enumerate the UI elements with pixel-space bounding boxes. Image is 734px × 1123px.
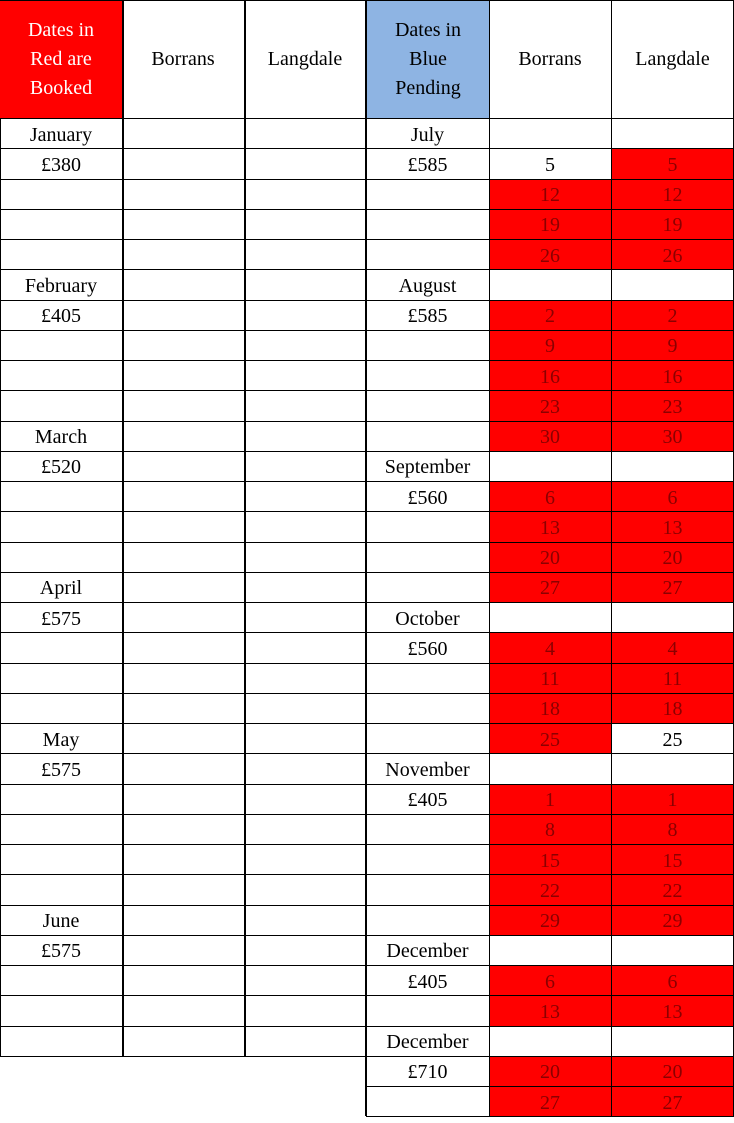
left-langdale-cell — [244, 844, 366, 874]
borrans-date-cell: 27 — [489, 572, 611, 602]
right-month-cell — [366, 572, 489, 602]
grid-line — [0, 481, 366, 482]
left-month-cell — [0, 330, 122, 360]
grid-line — [0, 118, 366, 119]
grid-line — [365, 0, 367, 1116]
grid-line — [366, 330, 734, 331]
langdale-date-cell: 23 — [611, 390, 734, 420]
left-borrans-cell — [122, 723, 244, 753]
right-month-cell — [366, 1086, 489, 1116]
grid-line — [366, 1056, 734, 1057]
left-langdale-cell — [244, 572, 366, 602]
langdale-date-cell: 5 — [611, 148, 734, 178]
borrans-date-cell: 25 — [489, 723, 611, 753]
langdale-date-cell: 20 — [611, 1056, 734, 1086]
left-langdale-cell — [244, 330, 366, 360]
langdale-date-cell: 6 — [611, 481, 734, 511]
langdale-date-cell: 15 — [611, 844, 734, 874]
right-month-cell: £405 — [407, 789, 448, 812]
left-borrans-cell — [122, 965, 244, 995]
left-month-cell — [0, 360, 122, 390]
langdale-date-cell: 27 — [611, 572, 734, 602]
left-month-cell — [0, 632, 122, 662]
grid-line — [0, 814, 366, 815]
left-langdale-cell — [244, 905, 366, 935]
langdale-date-cell: 2 — [611, 300, 734, 330]
right-month-cell: £560 — [407, 637, 448, 660]
grid-line — [366, 360, 734, 361]
langdale-date-cell — [611, 602, 734, 632]
grid-line — [0, 784, 366, 785]
borrans-date-cell — [489, 118, 611, 148]
grid-line — [0, 965, 366, 966]
legend-booked-line-3: Booked — [29, 76, 93, 99]
left-langdale-cell — [244, 965, 366, 995]
langdale-date-cell: 6 — [611, 965, 734, 995]
left-month-cell: June — [42, 910, 80, 933]
langdale-date-cell — [611, 1026, 734, 1056]
right-month-cell: £585 — [407, 305, 448, 328]
right-month-cell — [366, 723, 489, 753]
left-month-cell — [0, 542, 122, 572]
right-month-cell — [366, 330, 489, 360]
right-month-cell: September — [384, 456, 471, 479]
borrans-date-cell: 20 — [489, 542, 611, 572]
right-month-cell — [366, 421, 489, 451]
grid-line — [366, 209, 734, 210]
right-month-cell — [366, 905, 489, 935]
borrans-date-cell: 11 — [489, 663, 611, 693]
grid-line — [366, 874, 734, 875]
grid-line — [0, 905, 366, 906]
grid-line — [0, 542, 366, 543]
left-langdale-cell — [244, 451, 366, 481]
grid-line — [0, 300, 366, 301]
langdale-date-cell: 8 — [611, 814, 734, 844]
grid-line — [366, 693, 734, 694]
left-month-cell: £520 — [41, 456, 81, 479]
right-month-cell — [366, 390, 489, 420]
left-borrans-cell — [122, 148, 244, 178]
borrans-date-cell: 30 — [489, 421, 611, 451]
left-borrans-cell — [122, 905, 244, 935]
grid-line — [0, 632, 366, 633]
left-langdale-cell — [244, 693, 366, 723]
left-langdale-cell — [244, 300, 366, 330]
langdale-date-cell — [611, 753, 734, 783]
grid-line — [0, 451, 366, 452]
left-month-cell — [0, 844, 122, 874]
grid-line — [0, 0, 366, 1]
right-month-cell — [366, 360, 489, 390]
grid-line — [366, 1026, 734, 1027]
right-month-cell — [366, 179, 489, 209]
borrans-date-cell: 13 — [489, 995, 611, 1025]
right-month-cell — [366, 844, 489, 874]
borrans-date-cell: 13 — [489, 511, 611, 541]
grid-line — [366, 0, 734, 1]
left-langdale-cell — [244, 239, 366, 269]
langdale-date-cell: 22 — [611, 874, 734, 904]
left-month-cell: April — [39, 577, 83, 600]
left-borrans-cell — [122, 602, 244, 632]
langdale-date-cell: 20 — [611, 542, 734, 572]
langdale-date-cell — [611, 935, 734, 965]
left-borrans-cell — [122, 451, 244, 481]
grid-line — [366, 905, 734, 906]
left-month-cell — [0, 239, 122, 269]
legend-pending-line-1: Dates in — [394, 18, 462, 41]
right-month-cell — [366, 995, 489, 1025]
left-month-cell — [0, 511, 122, 541]
left-borrans-cell — [122, 360, 244, 390]
borrans-date-cell: 15 — [489, 844, 611, 874]
grid-line — [244, 0, 246, 1056]
langdale-date-cell: 13 — [611, 995, 734, 1025]
left-borrans-cell — [122, 239, 244, 269]
right-month-cell: December — [386, 1031, 469, 1054]
borrans-date-cell: 5 — [545, 153, 555, 176]
grid-line — [366, 481, 734, 482]
left-borrans-cell — [122, 1026, 244, 1056]
borrans-date-cell: 18 — [489, 693, 611, 723]
left-month-cell: £575 — [41, 607, 81, 630]
left-month-cell: £575 — [41, 758, 81, 781]
left-borrans-cell — [122, 572, 244, 602]
borrans-date-cell: 20 — [489, 1056, 611, 1086]
legend-booked-line-2: Red are — [30, 47, 92, 70]
left-langdale-cell — [244, 1026, 366, 1056]
left-month-cell — [0, 481, 122, 511]
grid-line — [0, 118, 1, 1056]
left-langdale-cell — [244, 269, 366, 299]
right-month-cell — [366, 209, 489, 239]
left-month-cell: £405 — [41, 305, 81, 328]
langdale-date-cell: 1 — [611, 784, 734, 814]
left-borrans-cell — [122, 753, 244, 783]
borrans-date-cell — [489, 1026, 611, 1056]
left-borrans-cell — [122, 663, 244, 693]
legend-pending-line-3: Pending — [395, 76, 461, 99]
borrans-date-cell: 4 — [489, 632, 611, 662]
right-month-cell — [366, 239, 489, 269]
right-month-cell — [366, 542, 489, 572]
grid-line — [0, 148, 366, 149]
grid-line — [366, 844, 734, 845]
langdale-date-cell: 12 — [611, 179, 734, 209]
grid-line — [366, 814, 734, 815]
left-langdale-cell — [244, 602, 366, 632]
left-month-cell — [0, 995, 122, 1025]
grid-line — [366, 663, 734, 664]
langdale-date-cell: 13 — [611, 511, 734, 541]
grid-line — [366, 965, 734, 966]
grid-line — [366, 572, 734, 573]
grid-line — [366, 390, 734, 391]
left-langdale-cell — [244, 935, 366, 965]
right-month-cell: £560 — [407, 486, 448, 509]
langdale-date-cell: 16 — [611, 360, 734, 390]
borrans-date-cell: 26 — [489, 239, 611, 269]
langdale-date-cell: 30 — [611, 421, 734, 451]
borrans-date-cell: 8 — [489, 814, 611, 844]
grid-line — [366, 632, 734, 633]
left-langdale-cell — [244, 663, 366, 693]
left-month-cell: £380 — [41, 153, 81, 176]
grid-line — [366, 995, 734, 996]
header-langdale-right: Langdale — [635, 47, 710, 70]
grid-line — [366, 542, 734, 543]
left-borrans-cell — [122, 935, 244, 965]
grid-line — [366, 179, 734, 180]
borrans-date-cell — [489, 935, 611, 965]
right-month-cell — [366, 874, 489, 904]
grid-line — [0, 511, 366, 512]
grid-line — [366, 753, 734, 754]
right-month-cell — [366, 663, 489, 693]
langdale-date-cell: 26 — [611, 239, 734, 269]
right-month-cell: £585 — [407, 153, 448, 176]
left-borrans-cell — [122, 421, 244, 451]
grid-line — [0, 1056, 366, 1057]
grid-line — [366, 784, 734, 785]
borrans-date-cell: 22 — [489, 874, 611, 904]
legend-pending-blue — [367, 0, 489, 118]
left-langdale-cell — [244, 118, 366, 148]
left-month-cell — [0, 1026, 122, 1056]
grid-line — [0, 572, 366, 573]
left-langdale-cell — [244, 784, 366, 814]
grid-line — [0, 421, 366, 422]
grid-line — [366, 239, 734, 240]
left-borrans-cell — [122, 511, 244, 541]
borrans-date-cell — [489, 602, 611, 632]
langdale-date-cell: 9 — [611, 330, 734, 360]
langdale-date-cell: 27 — [611, 1086, 734, 1116]
borrans-date-cell: 6 — [489, 965, 611, 995]
grid-line — [366, 451, 734, 452]
grid-line — [366, 723, 734, 724]
borrans-date-cell: 9 — [489, 330, 611, 360]
langdale-date-cell: 11 — [611, 663, 734, 693]
langdale-date-cell: 25 — [662, 728, 683, 751]
right-month-cell — [366, 814, 489, 844]
left-borrans-cell — [122, 632, 244, 662]
left-borrans-cell — [122, 390, 244, 420]
grid-line — [0, 330, 366, 331]
left-langdale-cell — [244, 874, 366, 904]
grid-line — [122, 0, 124, 1056]
right-month-cell: £405 — [407, 970, 448, 993]
grid-line — [0, 935, 366, 936]
left-langdale-cell — [244, 723, 366, 753]
left-langdale-cell — [244, 995, 366, 1025]
right-month-cell: August — [398, 274, 457, 297]
left-month-cell: February — [24, 274, 98, 297]
borrans-date-cell: 12 — [489, 179, 611, 209]
grid-line — [366, 511, 734, 512]
borrans-date-cell — [489, 269, 611, 299]
left-borrans-cell — [122, 269, 244, 299]
left-borrans-cell — [122, 118, 244, 148]
left-langdale-cell — [244, 632, 366, 662]
borrans-date-cell: 19 — [489, 209, 611, 239]
langdale-date-cell: 19 — [611, 209, 734, 239]
borrans-date-cell: 6 — [489, 481, 611, 511]
left-langdale-cell — [244, 511, 366, 541]
legend-pending-line-2: Blue — [409, 47, 447, 70]
left-langdale-cell — [244, 148, 366, 178]
right-month-cell: December — [386, 940, 469, 963]
left-borrans-cell — [122, 300, 244, 330]
right-month-cell — [366, 693, 489, 723]
grid-line — [366, 602, 734, 603]
right-month-cell: July — [410, 123, 445, 146]
grid-line — [0, 602, 366, 603]
left-borrans-cell — [122, 874, 244, 904]
left-borrans-cell — [122, 330, 244, 360]
grid-line — [366, 421, 734, 422]
grid-line — [0, 723, 366, 724]
grid-line — [611, 0, 612, 1116]
left-borrans-cell — [122, 995, 244, 1025]
grid-line — [0, 390, 366, 391]
left-borrans-cell — [122, 179, 244, 209]
borrans-date-cell: 27 — [489, 1086, 611, 1116]
left-month-cell: March — [34, 426, 88, 449]
borrans-date-cell — [489, 753, 611, 783]
left-month-cell — [0, 693, 122, 723]
grid-line — [366, 118, 734, 119]
left-langdale-cell — [244, 179, 366, 209]
right-month-cell — [366, 511, 489, 541]
left-langdale-cell — [244, 421, 366, 451]
left-borrans-cell — [122, 209, 244, 239]
grid-line — [0, 844, 366, 845]
left-month-cell — [0, 179, 122, 209]
langdale-date-cell — [611, 269, 734, 299]
header-langdale-left: Langdale — [267, 47, 343, 70]
grid-line — [0, 209, 366, 210]
grid-line — [0, 360, 366, 361]
left-borrans-cell — [122, 844, 244, 874]
left-borrans-cell — [122, 542, 244, 572]
right-month-cell: October — [395, 607, 460, 630]
right-month-cell: £710 — [407, 1061, 448, 1084]
langdale-date-cell — [611, 118, 734, 148]
grid-line — [0, 239, 366, 240]
left-month-cell — [0, 814, 122, 844]
right-month-cell: November — [385, 758, 470, 781]
langdale-date-cell: 29 — [611, 905, 734, 935]
left-langdale-cell — [244, 209, 366, 239]
left-langdale-cell — [244, 814, 366, 844]
borrans-date-cell: 2 — [489, 300, 611, 330]
grid-line — [0, 874, 366, 875]
grid-line — [366, 148, 734, 149]
borrans-date-cell: 29 — [489, 905, 611, 935]
header-borrans-left: Borrans — [151, 47, 215, 70]
langdale-date-cell: 18 — [611, 693, 734, 723]
left-month-cell: £575 — [41, 940, 81, 963]
left-langdale-cell — [244, 390, 366, 420]
left-month-cell — [0, 784, 122, 814]
left-month-cell — [0, 390, 122, 420]
grid-line — [0, 269, 366, 270]
left-month-cell — [0, 663, 122, 693]
borrans-date-cell — [489, 451, 611, 481]
left-month-cell: May — [42, 728, 80, 751]
left-month-cell — [0, 965, 122, 995]
left-langdale-cell — [244, 753, 366, 783]
left-borrans-cell — [122, 481, 244, 511]
borrans-date-cell: 23 — [489, 390, 611, 420]
langdale-date-cell: 4 — [611, 632, 734, 662]
grid-line — [0, 179, 366, 180]
legend-booked-line-1: Dates in — [27, 18, 95, 41]
grid-line — [0, 753, 366, 754]
left-month-cell — [0, 209, 122, 239]
left-borrans-cell — [122, 814, 244, 844]
left-borrans-cell — [122, 784, 244, 814]
left-langdale-cell — [244, 542, 366, 572]
grid-line — [0, 1026, 366, 1027]
left-langdale-cell — [244, 481, 366, 511]
grid-line — [366, 300, 734, 301]
borrans-date-cell: 16 — [489, 360, 611, 390]
header-borrans-right: Borrans — [518, 47, 582, 70]
grid-line — [0, 693, 366, 694]
langdale-date-cell — [611, 451, 734, 481]
left-month-cell — [0, 874, 122, 904]
left-month-cell: January — [29, 123, 93, 146]
grid-line — [489, 0, 490, 1116]
grid-line — [366, 1116, 734, 1117]
borrans-date-cell: 1 — [489, 784, 611, 814]
grid-line — [366, 269, 734, 270]
grid-line — [0, 995, 366, 996]
grid-line — [366, 1086, 734, 1087]
left-borrans-cell — [122, 693, 244, 723]
legend-booked-red — [0, 0, 122, 118]
grid-line — [0, 663, 366, 664]
left-langdale-cell — [244, 360, 366, 390]
grid-line — [366, 935, 734, 936]
